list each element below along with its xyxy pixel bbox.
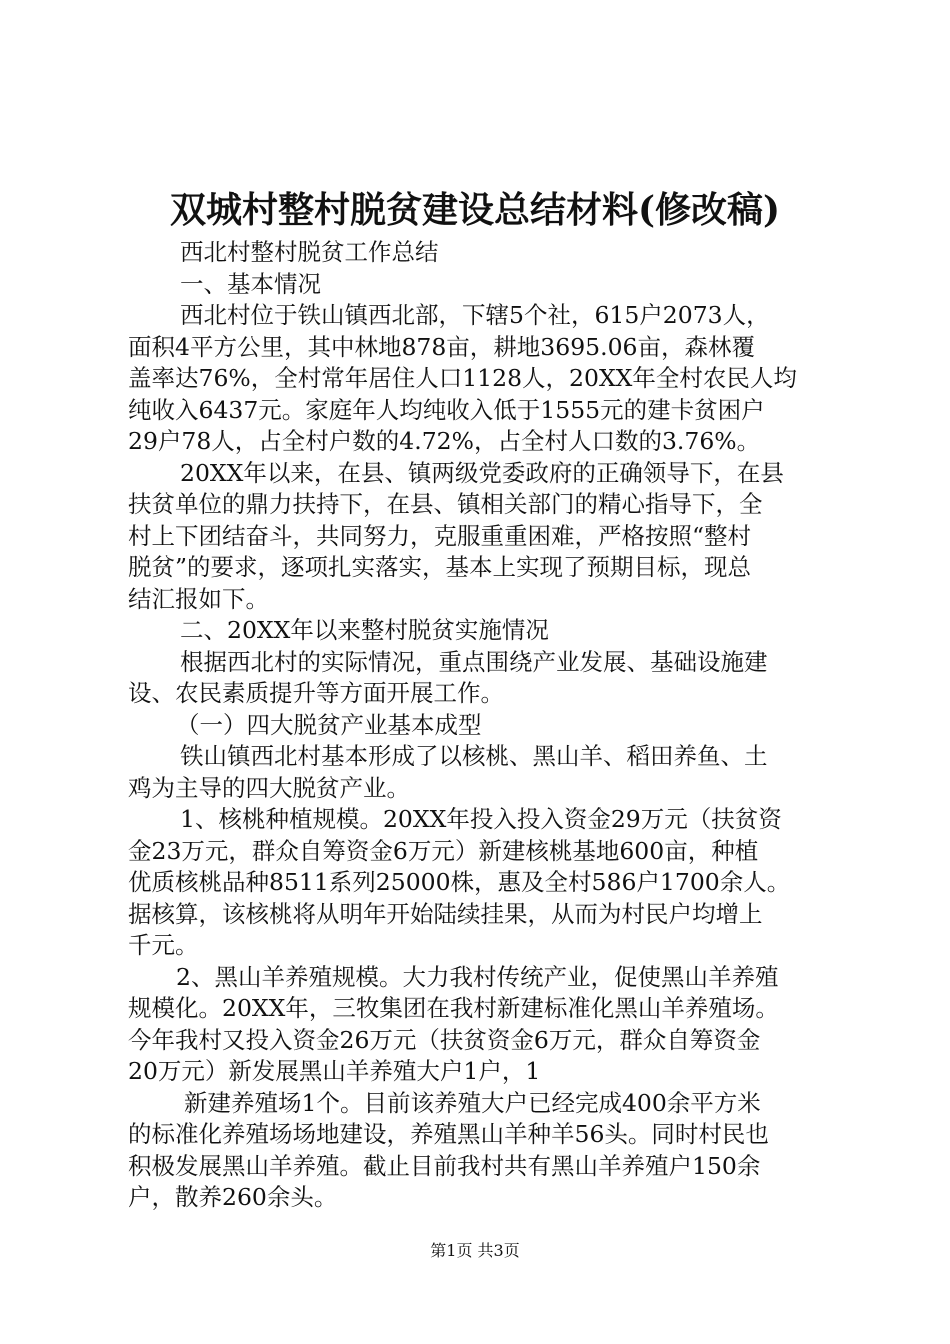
paragraph-line: 千元。 (128, 931, 199, 959)
paragraph-line: 优质核桃品种8511系列25000株，惠及全村586户1700余人。 (128, 868, 791, 896)
paragraph-line: 村上下团结奋斗，共同努力，克服重重困难，严格按照“整村 (128, 521, 752, 550)
subtitle-line: 西北村整村脱贫工作总结 (180, 238, 439, 266)
document-body (128, 237, 830, 1214)
paragraph-line: 设、农民素质提升等方面开展工作。 (128, 679, 504, 707)
paragraph-line: 今年我村又投入资金26万元（扶贫资金6万元，群众自筹资金 (128, 1025, 761, 1054)
paragraph-line: 的标准化养殖场场地建设，养殖黑山羊种羊56头。同时村民也 (128, 1120, 769, 1148)
paragraph-line: 20XX年以来，在县、镇两级党委政府的正确领导下，在县 (180, 458, 784, 487)
paragraph-line: 据核算，该核桃将从明年开始陆续挂果，从而为村民户均增上 (128, 899, 763, 928)
paragraph-line: 纯收入6437元。家庭年人均纯收入低于1555元的建卡贫困户 (128, 395, 765, 424)
subsection-heading: （一）四大脱贫产业基本成型 (176, 710, 482, 739)
paragraph-line: 面积4平方公里，其中林地878亩，耕地3695.06亩，森林覆 (128, 332, 755, 361)
page-footer: 第1页 共3页 (430, 1241, 520, 1260)
paragraph-line: 积极发展黑山羊养殖。截止目前我村共有黑山羊养殖户150余 (128, 1151, 761, 1180)
section-heading: 二、20XX年以来整村脱贫实施情况 (180, 616, 549, 644)
paragraph-line: 1、核桃种植规模。20XX年投入投入资金29万元（扶贫资 (180, 805, 782, 833)
paragraph-line: 结汇报如下。 (128, 584, 269, 613)
paragraph-line: 29户78人，占全村户数的4.72%，占全村人口数的3.76%。 (128, 427, 761, 455)
paragraph-line: 金23万元，群众自筹资金6万元）新建核桃基地600亩，种植 (128, 836, 759, 865)
section-heading: 一、基本情况 (180, 269, 321, 298)
paragraph-line: 脱贫”的要求，逐项扎实落实，基本上实现了预期目标，现总 (128, 553, 752, 581)
paragraph-line: 根据西北村的实际情况，重点围绕产业发展、基础设施建 (180, 647, 768, 676)
paragraph-line: 盖率达76%，全村常年居住人口1128人，20XX年全村农民人均 (128, 364, 797, 392)
paragraph-line: 扶贫单位的鼎力扶持下，在县、镇相关部门的精心指导下，全 (128, 490, 763, 518)
paragraph-line: 2、黑山羊养殖规模。大力我村传统产业，促使黑山羊养殖 (176, 962, 779, 991)
paragraph-line: 规模化。20XX年，三牧集团在我村新建标准化黑山羊养殖场。 (128, 994, 779, 1022)
paragraph-line: 西北村位于铁山镇西北部，下辖5个社，615户2073人， (180, 301, 770, 329)
paragraph-line: 鸡为主导的四大脱贫产业。 (128, 773, 410, 802)
paragraph-line: 铁山镇西北村基本形成了以核桃、黑山羊、稻田养鱼、土 (180, 742, 768, 770)
paragraph-line: 户，散养260余头。 (128, 1183, 338, 1211)
paragraph-line: 新建养殖场1个。目前该养殖大户已经完成400余平方米 (184, 1088, 761, 1117)
document-title: 双城村整村脱贫建设总结材料(修改稿) (169, 189, 781, 231)
paragraph-line: 20万元）新发展黑山羊养殖大户1户，1 (128, 1057, 541, 1085)
